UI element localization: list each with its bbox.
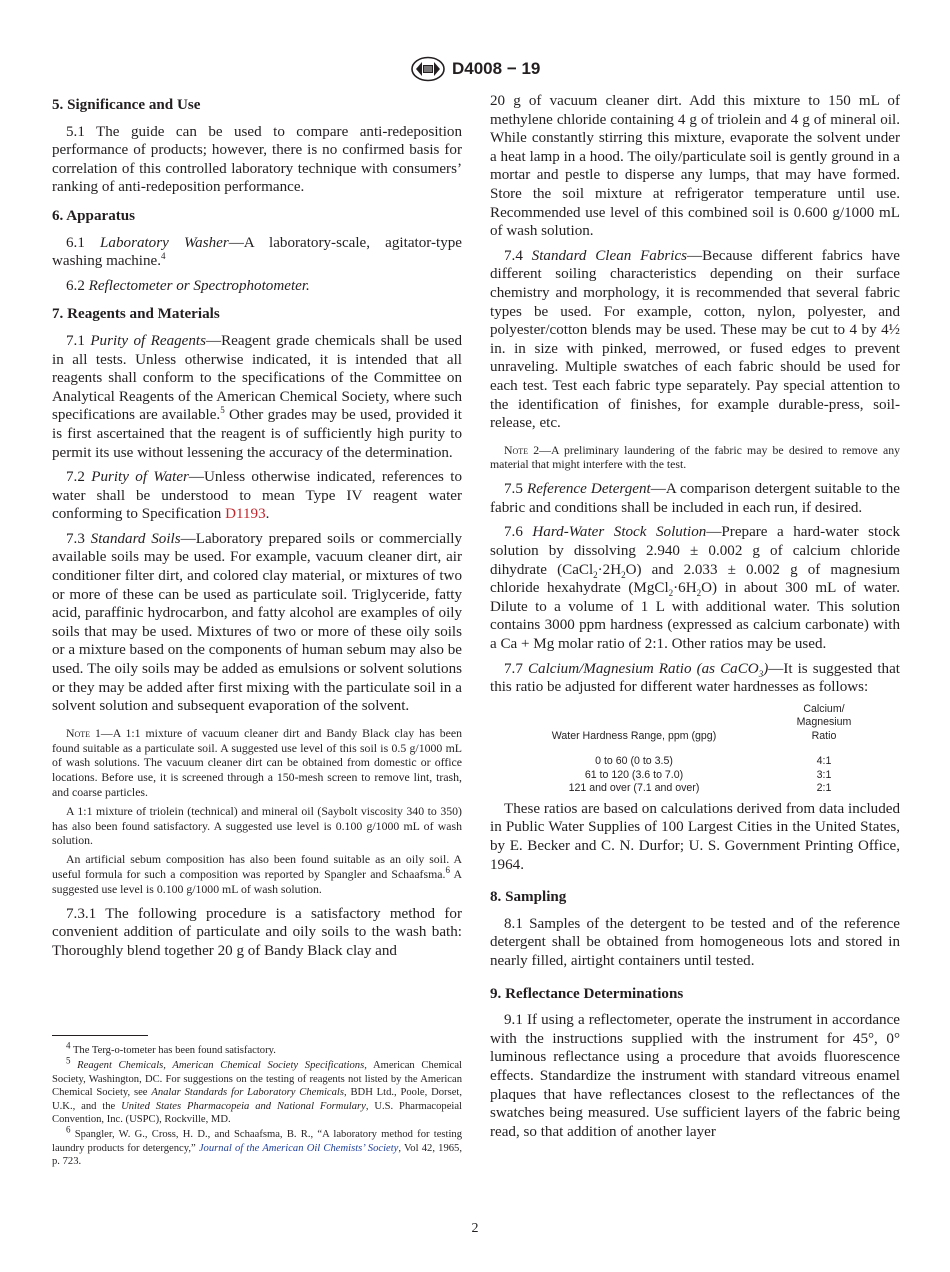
paragraph-7-7-after-table: These ratios are based on calculations derived from data included in Public Water Supplies of 100 Largest Cities in the United States, by E. Becker and C. N. Durfor; U. S. Government Printing Office, 1964. (490, 800, 900, 873)
table-header-range: Water Hardness Range, ppm (gpg) (551, 729, 717, 742)
paragraph-7-7: 7.7 Calcium/Magnesium Ratio (as CaCO$_3$)—It is suggested that this ratio be adjusted for different water hardnesses as follows: (490, 660, 900, 696)
paragraph-7-6: 7.6 Hard-Water Stock Solution—Prepare a hard-water stock solution by dissolving 2.940 ± 0.002 g of calcium chloride dihydrate $(CaCl_2\cdot 2H_2O)$ and 2.033 ± 0.002 g of magnesium chloride hexahydrate $(MgCl_2\cdot 6H_2O)$ in about 300 mL of water. Dilute to a volume of 1 L with additional water. This solution contains 3000 ppm hardness (expressed as calcium carbonate) with a Ca + Mg molar ratio of 2:1. Other ratios may be used. (490, 524, 901, 653)
paragraph-5-1: 5.1 The guide can be used to compare anti-redeposition performance of products; however, there is no confirmed basis for correlation of this controlled laboratory technique with consumers’ ranking of anti-redeposition performance. (52, 123, 462, 196)
paragraph-6-1: 6.1 Laboratory Washer—A laboratory-scale, agitator-type washing machine.$^4$ (52, 234, 462, 270)
paragraph-7-1: 7.1 Purity of Reagents—Reagent grade chemicals shall be used in all tests. Unless otherwise indicated, it is intended that all reagents shall conform to the specifications of the Committee on Analytical Reagents of the American Chemical Society, where such specifications are available.$^5$ Other grades may be used, provided it is first ascertained that the reagent is of sufficiently high purity to permit its use without lessening the accuracy of the determination. (52, 332, 463, 461)
table-row: 121 and over (7.1 and over) 2:1 (568, 782, 832, 795)
paragraph-8-1: 8.1 Samples of the detergent to be tested and of the reference detergent shall be obtained from homogeneous lots and stored in nearly filled, airtight containers until tested. (490, 915, 900, 969)
table-row: 61 to 120 (3.6 to 7.0) 3:1 (584, 768, 832, 781)
paragraph-7-5: 7.5 Reference Detergent—A comparison detergent suitable to the fabric and conditions shall be included in each run, if desired. (490, 481, 900, 516)
note-2: Note 2—A preliminary laundering of the fabric may be desired to remove any material that might interfere with the test. (490, 442, 900, 472)
section-6-heading: 6. Apparatus (52, 207, 136, 224)
note-1-paragraph-2: A 1:1 mixture of triolein (technical) and mineral oil (Saybolt viscosity 340 to 350) has also been found satisfactory. A suggested use level is 0.100 g/1000 mL of wash solution. (52, 803, 462, 848)
hardness-ratio-table (504, 703, 884, 796)
right-column (490, 92, 900, 1147)
footnote-4: $^4$ The Terg-o-tometer has been found satisfactory. (66, 1040, 276, 1056)
paragraph-7-4: 7.4 Standard Clean Fabrics—Because different fabrics have different soiling characteristics depending on their surface chemistry and morphology, it is recommended that several fabric types be used. For example, cotton, nylon, polyester, and polyester/cotton blends may be used. These may be cut to 4 by 4½ in. in size with pinked, merrowed, or fused edges to prevent unraveling. Multiple swatches of each fabric should be used for each test. Test each fabric type separately. Pay special attention to the identification of finishes, for example durable-press, soil-release, etc. (490, 247, 901, 432)
note-1: Note 1—A 1:1 mixture of vacuum cleaner dirt and Bandy Black clay has been found suitable as a particulate soil. A suggested use level of this soil is 0.5 g/1000 mL of wash solutions. The vacuum cleaner dirt can be obtained from domestic or office locations. Before use, it is screened through a 150-mesh screen to remove lint, trash, and coarse particles. (52, 725, 463, 799)
section-8-heading: 8. Sampling (490, 889, 567, 906)
paragraph-7-3-1: 7.3.1 The following procedure is a satisfactory method for convenient addition of particulate and oily soils to the wash bath: Thoroughly blend together 20 g of Bandy Black clay and (52, 905, 462, 959)
section-7-heading: 7. Reagents and Materials (52, 306, 220, 323)
astm-logo-icon (410, 56, 446, 82)
note-1-paragraph-3: An artificial sebum composition has also been found suitable as an oily soil. A useful formula for such a composition was reported by Spangler and Schaafsma.$^6$ A suggested use level is 0.100 g/1000 mL of wash solution. (52, 852, 462, 896)
footnote-5: $^5$ Reagent Chemicals, American Chemical Society Specifications, American Chemical Society, Washington, DC. For suggestions on the testing of reagents not listed by the American Chemical Society, see Analar Standards for Laboratory Chemicals, BDH Ltd., Poole, Dorset, U.K., and the United States Pharmacopeia and National Formulary, U.S. Pharmacopeial Convention, Inc. (USPC), Rockville, MD. (52, 1055, 462, 1126)
paragraph-9-1: 9.1 If using a reflectometer, operate the instrument in accordance with the instructions supplied with the instrument for 45°, 0° luminous reflectance using a procedure that avoids fluorescence effects. Standardize the instrument with standard vitreous enamel plaques that have reflectances closest to the reflectances of the swatches being measured. Use sufficient layers of the fabric being read, so that addition of another layer (490, 1012, 900, 1140)
table-header-ratio: Calcium/ Magnesium Ratio (796, 702, 852, 742)
left-column (52, 92, 462, 966)
page-number: 2 (471, 1221, 479, 1236)
footnote-6: $^6$ Spangler, W. G., Cross, H. D., and Schaafsma, B. R., “A laboratory method for testing laundry products for detergency,” Journal of the American Oil Chemists’ Society, Vol 42, 1965, p. 723. (52, 1124, 462, 1168)
journal-link[interactable]: Journal of the American Oil Chemists’ Society (198, 1142, 399, 1154)
page-header (0, 56, 950, 84)
footnote-rule (52, 1035, 148, 1036)
paragraph-7-2: 7.2 Purity of Water—Unless otherwise indicated, references to water shall be understood to mean Type IV reagent water conforming to Specification D1193. (52, 469, 462, 523)
paragraph-7-3: 7.3 Standard Soils—Laboratory prepared soils or commercially available soils may be used. For example, vacuum cleaner dirt, air conditioner filter dirt, and colored clay material, or mixtures of two or more of these can be used as particulate soil. Triglyceride, fatty acid, paraffinic hydrocarbon, and fatty alcohol are examples of oily soils that may be used. Mixtures of two or more of these oily soils or a mixture based on the components of human sebum may also be used. The oily soils may be added as emulsions or solvent solutions or they may be added after first mixing with the particulate soil in a solvent solution and subsequent evaporation of the solvent. (52, 530, 463, 715)
paragraph-7-3-1-continued: 20 g of vacuum cleaner dirt. Add this mixture to 150 mL of methylene chloride containing 4 g of triolein and 4 g of mineral oil. While constantly stirring this mixture, evaporate the solvent under a heat lamp in a hood. The oily/particulate soil is gently ground in a mortar and pestle to disperse any lumps, that may have formed. Store the soil mixture at refrigerator temperature until use. Recommended use level of this combined soil is 0.600 g/1000 mL of wash solution. (490, 93, 900, 240)
spec-d1193-link[interactable]: D1193 (225, 506, 266, 523)
section-5-heading: 5. Significance and Use (52, 97, 201, 113)
paragraph-6-2: 6.2 Reflectometer or Spectrophotometer. (66, 277, 310, 294)
footnotes (52, 1040, 462, 1171)
section-9-heading: 9. Reflectance Determinations (490, 985, 684, 1002)
table-row: 0 to 60 (0 to 3.5) 4:1 (595, 755, 832, 768)
document-id: D4008 − 19 (452, 59, 541, 78)
